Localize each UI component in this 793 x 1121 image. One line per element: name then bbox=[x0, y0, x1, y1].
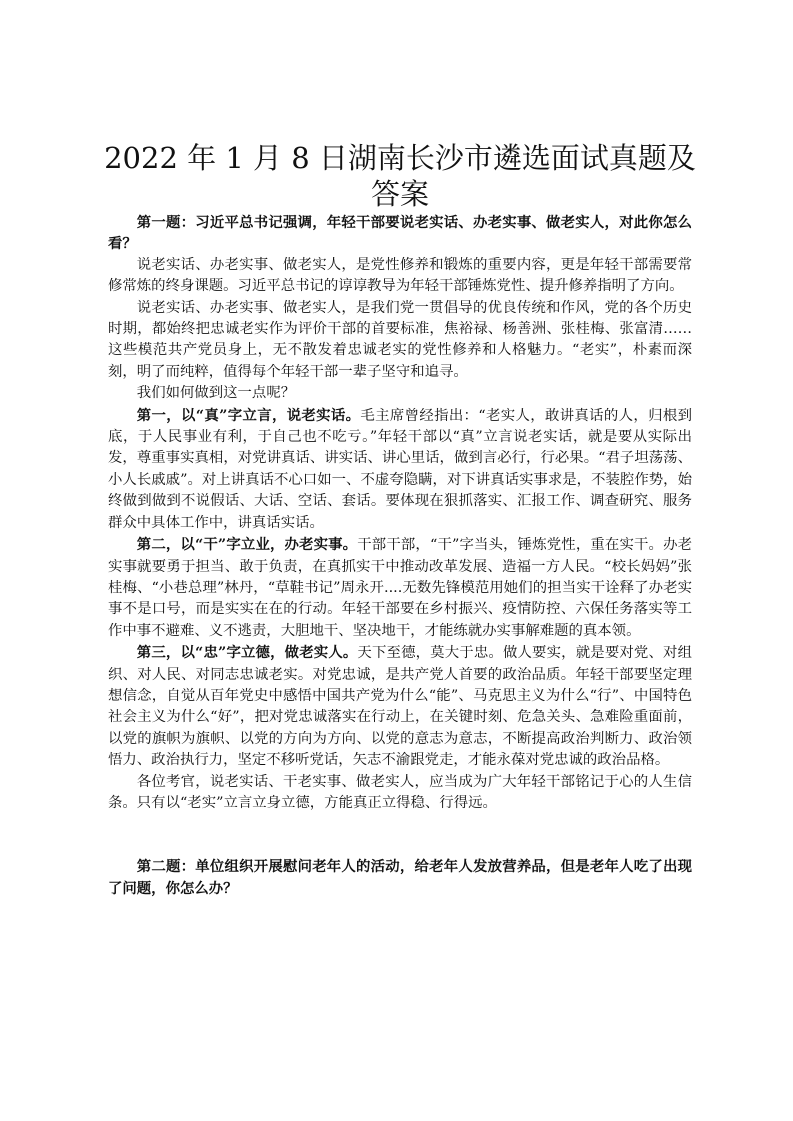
answer-point-1 bbox=[108, 405, 692, 534]
answer-paragraph-3: 我们如何做到这一点呢？ bbox=[136, 385, 296, 402]
answer-paragraph-2: 说老实话、办老实事、做老实人，是我们党一贯倡导的优良传统和作风，党的各个历史时期，都始终把忠诚老实作为评价干部的首要标准，焦裕禄、杨善洲、张桂梅、张富清……这些模范共产党员身上，无不散发着忠诚老实的党性修养和人格魅力。“老实”，朴素而深刻，明了而纯粹，值得每个年轻干部一辈子坚守和追寻。 bbox=[108, 299, 692, 380]
point-2-body: 干部干部，“干”字当头，锤炼党性，重在实干。办老实事就要勇于担当、敢于负责，在真抓实干中推动改革发展、造福一方人民。“校长妈妈”张桂梅、“小巷总理”林丹，“草鞋书记”周永开....无数先锋模范用她们的担当实干诠释了办老实事不是口号，而是实实在在的行动。年轻干部要在乡村振兴、疫情防控、六保任务落实等工作中事不避难、义不逃责，大胆地干、坚决地干，才能练就办实事解难题的真本领。 bbox=[108, 537, 692, 639]
answer-conclusion: 各位考官，说老实话、干老实事、做老实人，应当成为广大年轻干部铭记于心的人生信条。只有以“老实”立言立身立德，方能真正立得稳、行得远。 bbox=[108, 773, 692, 811]
answer-point-3 bbox=[108, 642, 692, 771]
document-body bbox=[108, 212, 692, 899]
answer-paragraph-1: 说老实话、办老实事、做老实人，是党性修养和锻炼的重要内容，更是年轻干部需要常修常炼的终身课题。习近平总书记的谆谆教导为年轻干部锤炼党性、提升修养指明了方向。 bbox=[108, 256, 692, 295]
document-title: 2022 年 1 月 8 日湖南长沙市遴选面试真题及答案 bbox=[104, 141, 696, 211]
section-spacer bbox=[108, 814, 692, 856]
point-2-heading: 第二，以“干”字立业，办老实事。 bbox=[136, 536, 358, 554]
point-3-body: 天下至德，莫大于忠。做人要实，就是要对党、对组织、对人民、对同志忠诚老实。对党忠诚，是共产党人首要的政治品质。年轻干部要坚定理想信念，自觉从百年党史中感悟中国共产党为什么“能”、马克思主义为什么“行”、中国特色社会主义为什么“好”，把对党忠诚落实在行动上，在关键时刻、危急关头、急难险重面前，以党的旗帜为旗帜、以党的方向为方向、以党的意志为意志，不断提高政治判断力、政治领悟力、政治执行力，坚定不移听党话，矢志不渝跟党走，才能永葆对党忠诚的政治品格。 bbox=[108, 645, 692, 769]
point-1-body: 毛主席曾经指出：“老实人，敢讲真话的人，归根到底，于人民事业有利，于自己也不吃亏。”年轻干部以“真”立言说老实话，就是要从实际出发，尊重事实真相，对党讲真话、讲实话、讲心里话，做到言必行，行必果。“君子坦荡荡、小人长戚戚”。对上讲真话不心口如一、不虚夸隐瞒，对下讲真话实事求是，不装腔作势，始终做到做到不说假话、大话、空话、套话。要体现在狠抓落实、汇报工作、调查研究、服务群众中具体工作中，讲真话实话。 bbox=[108, 407, 692, 531]
answer-point-2 bbox=[108, 534, 692, 642]
question-2: 第二题：单位组织开展慰问老年人的活动，给老年人发放营养品，但是老年人吃了出现了问题，你怎么办？ bbox=[108, 858, 692, 897]
point-1-heading: 第一，以“真”字立言，说老实话。 bbox=[136, 406, 361, 424]
question-1: 第一题：习近平总书记强调，年轻干部要说老实话、办老实事、做老实人，对此你怎么看？ bbox=[108, 214, 692, 253]
point-3-heading: 第三，以“忠”字立德，做老实人。 bbox=[136, 644, 358, 662]
